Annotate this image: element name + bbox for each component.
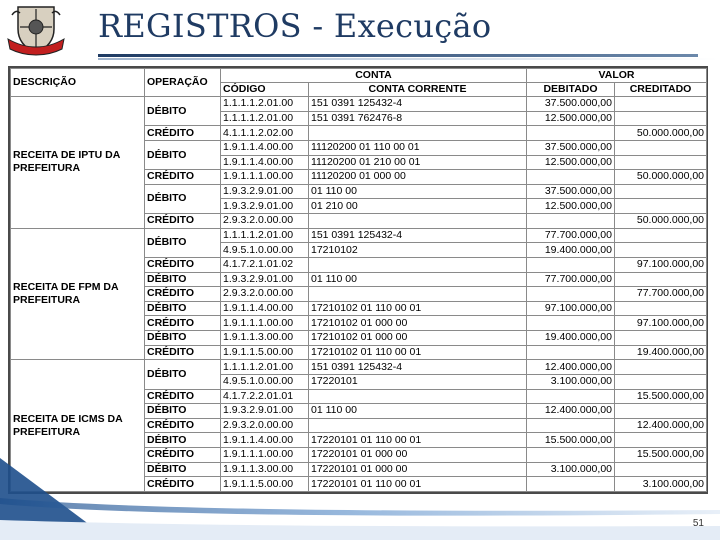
conta-corrente-cell: 17220101 01 110 00 01 xyxy=(309,477,527,492)
slide-decoration xyxy=(0,440,720,540)
header-creditado: CREDITADO xyxy=(615,83,707,97)
conta-corrente-cell: 11120200 01 110 00 01 xyxy=(309,140,527,155)
page-number: 51 xyxy=(692,518,704,529)
debitado-cell: 37.500.000,00 xyxy=(527,184,615,199)
conta-corrente-cell xyxy=(309,257,527,272)
header-conta: CONTA xyxy=(221,69,527,83)
conta-corrente-cell: 11120200 01 210 00 01 xyxy=(309,155,527,170)
creditado-cell: 97.100.000,00 xyxy=(615,257,707,272)
creditado-cell xyxy=(615,111,707,126)
conta-corrente-cell: 17210102 01 110 00 01 xyxy=(309,301,527,316)
conta-corrente-cell: 01 210 00 xyxy=(309,199,527,214)
creditado-cell: 77.700.000,00 xyxy=(615,287,707,302)
coat-of-arms-logo xyxy=(6,3,66,61)
codigo-cell: 1.9.1.1.4.00.00 xyxy=(221,155,309,170)
operation-cell: CRÉDITO xyxy=(145,287,221,302)
conta-corrente-cell: 17210102 xyxy=(309,243,527,258)
operation-cell: DÉBITO xyxy=(145,360,221,389)
codigo-cell: 1.9.1.1.5.00.00 xyxy=(221,477,309,492)
debitado-cell: 12.500.000,00 xyxy=(527,155,615,170)
codigo-cell: 1.9.1.1.4.00.00 xyxy=(221,301,309,316)
operation-cell: CRÉDITO xyxy=(145,316,221,331)
conta-corrente-cell: 17220101 01 000 00 xyxy=(309,462,527,477)
operation-cell: CRÉDITO xyxy=(145,170,221,185)
operation-cell: DÉBITO xyxy=(145,228,221,257)
description-cell: RECEITA DE ICMS DA PREFEITURA xyxy=(11,360,145,492)
operation-cell: CRÉDITO xyxy=(145,214,221,229)
codigo-cell: 1.9.1.1.5.00.00 xyxy=(221,345,309,360)
creditado-cell xyxy=(615,199,707,214)
creditado-cell xyxy=(615,360,707,375)
debitado-cell: 12.400.000,00 xyxy=(527,360,615,375)
slide-title: REGISTROS - Execução xyxy=(98,7,492,45)
debitado-cell xyxy=(527,170,615,185)
creditado-cell xyxy=(615,404,707,419)
conta-corrente-cell: 17210102 01 000 00 xyxy=(309,316,527,331)
conta-corrente-cell: 151 0391 762476-8 xyxy=(309,111,527,126)
operation-cell: CRÉDITO xyxy=(145,389,221,404)
codigo-cell: 1.9.3.2.9.01.00 xyxy=(221,272,309,287)
creditado-cell xyxy=(615,374,707,389)
debitado-cell xyxy=(527,316,615,331)
codigo-cell: 1.9.3.2.9.01.00 xyxy=(221,404,309,419)
codigo-cell: 2.9.3.2.0.00.00 xyxy=(221,287,309,302)
registros-table xyxy=(10,68,707,492)
codigo-cell: 4.1.7.2.2.01.01 xyxy=(221,389,309,404)
debitado-cell: 77.700.000,00 xyxy=(527,272,615,287)
codigo-cell: 1.1.1.1.2.01.00 xyxy=(221,97,309,112)
operation-cell: DÉBITO xyxy=(145,140,221,169)
debitado-cell: 77.700.000,00 xyxy=(527,228,615,243)
codigo-cell: 4.1.7.2.1.01.02 xyxy=(221,257,309,272)
header-valor: VALOR xyxy=(527,69,707,83)
codigo-cell: 1.1.1.1.2.01.00 xyxy=(221,360,309,375)
creditado-cell xyxy=(615,272,707,287)
header-descricao: DESCRIÇÃO xyxy=(11,69,145,97)
conta-corrente-cell: 17220101 01 110 00 01 xyxy=(309,433,527,448)
creditado-cell: 19.400.000,00 xyxy=(615,345,707,360)
conta-corrente-cell: 17220101 xyxy=(309,374,527,389)
debitado-cell: 37.500.000,00 xyxy=(527,140,615,155)
operation-cell: DÉBITO xyxy=(145,272,221,287)
debitado-cell xyxy=(527,257,615,272)
creditado-cell: 12.400.000,00 xyxy=(615,418,707,433)
codigo-cell: 4.1.1.1.2.02.00 xyxy=(221,126,309,141)
operation-cell: DÉBITO xyxy=(145,433,221,448)
debitado-cell: 12.400.000,00 xyxy=(527,404,615,419)
codigo-cell: 1.9.3.2.9.01.00 xyxy=(221,199,309,214)
conta-corrente-cell: 17210102 01 110 00 01 xyxy=(309,345,527,360)
conta-corrente-cell: 01 110 00 xyxy=(309,184,527,199)
operation-cell: DÉBITO xyxy=(145,331,221,346)
creditado-cell: 50.000.000,00 xyxy=(615,126,707,141)
codigo-cell: 4.9.5.1.0.00.00 xyxy=(221,374,309,389)
creditado-cell xyxy=(615,243,707,258)
conta-corrente-cell: 01 110 00 xyxy=(309,272,527,287)
debitado-cell: 19.400.000,00 xyxy=(527,331,615,346)
debitado-cell: 97.100.000,00 xyxy=(527,301,615,316)
codigo-cell: 1.9.1.1.1.00.00 xyxy=(221,316,309,331)
creditado-cell xyxy=(615,184,707,199)
debitado-cell: 3.100.000,00 xyxy=(527,462,615,477)
creditado-cell: 97.100.000,00 xyxy=(615,316,707,331)
header-operacao: OPERAÇÃO xyxy=(145,69,221,97)
creditado-cell xyxy=(615,331,707,346)
operation-cell: CRÉDITO xyxy=(145,126,221,141)
operation-cell: CRÉDITO xyxy=(145,448,221,463)
creditado-cell: 15.500.000,00 xyxy=(615,389,707,404)
conta-corrente-cell xyxy=(309,287,527,302)
conta-corrente-cell: 151 0391 125432-4 xyxy=(309,360,527,375)
description-cell: RECEITA DE FPM DA PREFEITURA xyxy=(11,228,145,360)
codigo-cell: 4.9.5.1.0.00.00 xyxy=(221,243,309,258)
header-codigo: CÓDIGO xyxy=(221,83,309,97)
debitado-cell: 19.400.000,00 xyxy=(527,243,615,258)
operation-cell: DÉBITO xyxy=(145,462,221,477)
debitado-cell xyxy=(527,126,615,141)
creditado-cell xyxy=(615,301,707,316)
conta-corrente-cell: 01 110 00 xyxy=(309,404,527,419)
debitado-cell: 3.100.000,00 xyxy=(527,374,615,389)
table-row xyxy=(11,228,707,243)
operation-cell: DÉBITO xyxy=(145,404,221,419)
codigo-cell: 1.9.1.1.4.00.00 xyxy=(221,140,309,155)
debitado-cell: 12.500.000,00 xyxy=(527,111,615,126)
debitado-cell xyxy=(527,287,615,302)
codigo-cell: 1.9.1.1.3.00.00 xyxy=(221,331,309,346)
codigo-cell: 1.9.1.1.1.00.00 xyxy=(221,170,309,185)
operation-cell: CRÉDITO xyxy=(145,257,221,272)
header-debitado: DEBITADO xyxy=(527,83,615,97)
creditado-cell: 50.000.000,00 xyxy=(615,170,707,185)
operation-cell: CRÉDITO xyxy=(145,477,221,492)
title-underline xyxy=(98,54,698,57)
debitado-cell: 12.500.000,00 xyxy=(527,199,615,214)
debitado-cell xyxy=(527,418,615,433)
creditado-cell xyxy=(615,97,707,112)
debitado-cell xyxy=(527,389,615,404)
creditado-cell xyxy=(615,140,707,155)
creditado-cell: 15.500.000,00 xyxy=(615,448,707,463)
codigo-cell: 2.9.3.2.0.00.00 xyxy=(221,418,309,433)
operation-cell: CRÉDITO xyxy=(145,345,221,360)
codigo-cell: 1.9.3.2.9.01.00 xyxy=(221,184,309,199)
operation-cell: DÉBITO xyxy=(145,97,221,126)
table-body xyxy=(11,97,707,492)
conta-corrente-cell xyxy=(309,418,527,433)
operation-cell: DÉBITO xyxy=(145,301,221,316)
title-underline-light xyxy=(98,58,718,60)
conta-corrente-cell xyxy=(309,389,527,404)
debitado-cell: 37.500.000,00 xyxy=(527,97,615,112)
conta-corrente-cell: 151 0391 125432-4 xyxy=(309,228,527,243)
codigo-cell: 1.9.1.1.1.00.00 xyxy=(221,448,309,463)
codigo-cell: 1.1.1.1.2.01.00 xyxy=(221,111,309,126)
description-cell: RECEITA DE IPTU DA PREFEITURA xyxy=(11,97,145,229)
debitado-cell xyxy=(527,214,615,229)
debitado-cell xyxy=(527,345,615,360)
codigo-cell: 2.9.3.2.0.00.00 xyxy=(221,214,309,229)
codigo-cell: 1.9.1.1.3.00.00 xyxy=(221,462,309,477)
conta-corrente-cell xyxy=(309,126,527,141)
debitado-cell: 15.500.000,00 xyxy=(527,433,615,448)
conta-corrente-cell: 151 0391 125432-4 xyxy=(309,97,527,112)
codigo-cell: 1.1.1.1.2.01.00 xyxy=(221,228,309,243)
conta-corrente-cell: 17210102 01 000 00 xyxy=(309,331,527,346)
table-row xyxy=(11,97,707,112)
codigo-cell: 1.9.1.1.4.00.00 xyxy=(221,433,309,448)
operation-cell: DÉBITO xyxy=(145,184,221,213)
conta-corrente-cell xyxy=(309,214,527,229)
table-row xyxy=(11,360,707,375)
creditado-cell xyxy=(615,155,707,170)
operation-cell: CRÉDITO xyxy=(145,418,221,433)
creditado-cell xyxy=(615,228,707,243)
conta-corrente-cell: 11120200 01 000 00 xyxy=(309,170,527,185)
creditado-cell: 3.100.000,00 xyxy=(615,477,707,492)
creditado-cell: 50.000.000,00 xyxy=(615,214,707,229)
table-header xyxy=(11,69,707,97)
conta-corrente-cell: 17220101 01 000 00 xyxy=(309,448,527,463)
header-conta-corrente: CONTA CORRENTE xyxy=(309,83,527,97)
